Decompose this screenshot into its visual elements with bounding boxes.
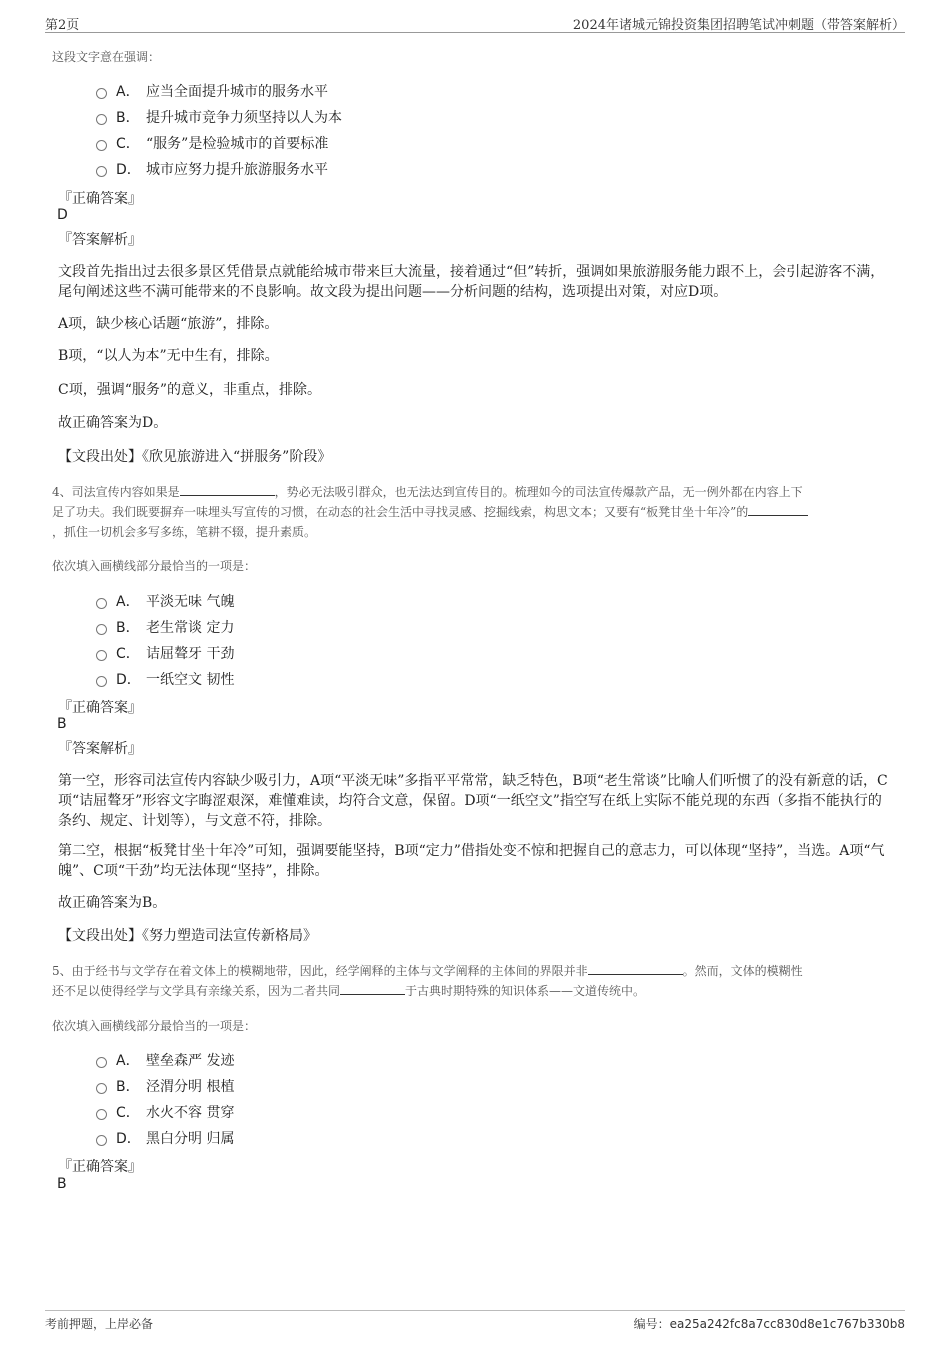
q5-answer-label: 『正确答案』 — [58, 1159, 142, 1175]
q3-analysis-paragraph: 故正确答案为D。 — [58, 415, 168, 431]
radio-icon[interactable] — [96, 1057, 107, 1068]
q4-stem: 4、司法宣传内容如果是 ，势必无法吸引群众，也无法达到宣传目的。梳理如今的司法宣传爆款产品，无一例外都在内容上下 足了功夫。我们既要摒弃一味埋头写宣传的习惯，在动态的社会生活中寻找灵感、挖掘线索，构思文本；又要有“板凳甘坐十年冷”的 ，抓住一切机会多写多练，笔耕不辍，提升素质。 — [52, 482, 897, 542]
q3-analysis-paragraph: B项，“以人为本”无中生有，排除。 — [58, 348, 279, 364]
radio-icon[interactable] — [96, 88, 107, 99]
q3-option-a[interactable]: A． 应当全面提升城市的服务水平 — [96, 80, 328, 102]
q4-prompt: 依次填入画横线部分最恰当的一项是： — [52, 559, 257, 573]
q4-analysis-paragraph: 第一空，形容司法宣传内容缺少吸引力，A项“平淡无味”多指平平常常，缺乏特色，B项“老生常谈”比喻人们听惯了的没有新意的话，C项“诘屈聱牙”形容文字晦涩艰深，难懂难读，均符合文意，保留。D项“一纸空文”指空写在纸上实际不能兑现的东西（多指不能执行的条约、规定、计划等），与文意不符，排除。 — [58, 773, 888, 829]
q3-stem: 这段文字意在强调： — [52, 50, 161, 64]
q3-option-d[interactable]: D． 城市应努力提升旅游服务水平 — [96, 158, 328, 180]
q3-analysis-paragraph: C项，强调“服务”的意义，非重点，排除。 — [58, 382, 322, 398]
q4-answer-label: 『正确答案』 — [58, 700, 142, 716]
radio-icon[interactable] — [96, 1135, 107, 1146]
q5-option-a[interactable]: A． 壁垒森严 发迹 — [96, 1049, 234, 1071]
q3-option-c[interactable]: C． “服务”是检验城市的首要标准 — [96, 132, 328, 154]
radio-icon[interactable] — [96, 598, 107, 609]
page-footer — [45, 1310, 905, 1335]
q5-prompt: 依次填入画横线部分最恰当的一项是： — [52, 1019, 257, 1033]
q4-option-a[interactable]: A． 平淡无味 气魄 — [96, 590, 234, 612]
radio-icon[interactable] — [96, 114, 107, 125]
fill-blank — [588, 962, 683, 975]
fill-blank — [748, 503, 808, 516]
document-title: 2024年诸城元锦投资集团招聘笔试冲刺题（带答案解析） — [572, 18, 905, 33]
q5-answer: B — [57, 1176, 67, 1192]
q4-option-d[interactable]: D． 一纸空文 韧性 — [96, 668, 234, 690]
fill-blank — [340, 982, 405, 995]
radio-icon[interactable] — [96, 676, 107, 687]
radio-icon[interactable] — [96, 624, 107, 635]
q3-analysis-paragraph: 文段首先指出过去很多景区凭借景点就能给城市带来巨大流量，接着通过“但”转折，强调如果旅游服务能力跟不上，会引起游客不满，尾句阐述这些不满可能带来的不良影响。故文段为提出问题——分析问题的结构，选项提出对策，对应D项。 — [58, 264, 885, 300]
q5-option-d[interactable]: D． 黑白分明 归属 — [96, 1127, 234, 1149]
radio-icon[interactable] — [96, 650, 107, 661]
radio-icon[interactable] — [96, 1109, 107, 1120]
q3-answer: D — [57, 207, 68, 223]
q4-answer: B — [57, 716, 67, 732]
radio-icon[interactable] — [96, 166, 107, 177]
q3-source: 【文段出处】《欣见旅游进入“拼服务”阶段》 — [58, 449, 332, 465]
q3-answer-label: 『正确答案』 — [58, 191, 142, 207]
q5-option-c[interactable]: C． 水火不容 贯穿 — [96, 1101, 234, 1123]
q3-option-b[interactable]: B． 提升城市竞争力须坚持以人为本 — [96, 106, 342, 128]
radio-icon[interactable] — [96, 1083, 107, 1094]
q4-analysis-paragraph: 故正确答案为B。 — [58, 895, 167, 911]
q4-analysis-label: 『答案解析』 — [58, 741, 142, 757]
radio-icon[interactable] — [96, 140, 107, 151]
page-header — [45, 12, 905, 33]
q3-analysis-paragraph: A项，缺少核心话题“旅游”，排除。 — [58, 316, 279, 332]
q4-option-b[interactable]: B． 老生常谈 定力 — [96, 616, 234, 638]
q4-option-c[interactable]: C． 诘屈聱牙 干劲 — [96, 642, 234, 664]
q4-analysis-paragraph: 第二空，根据“板凳甘坐十年冷”可知，强调要能坚持，B项“定力”借指处变不惊和把握自己的意志力，可以体现“坚持”，当选。A项“气魄”、C项“干劲”均无法体现“坚持”，排除。 — [58, 843, 885, 879]
q4-source: 【文段出处】《努力塑造司法宣传新格局》 — [58, 928, 317, 944]
q3-analysis-label: 『答案解析』 — [58, 232, 142, 248]
footer-slogan: 考前押题，上岸必备 — [45, 1317, 154, 1331]
fill-blank — [180, 483, 275, 496]
q5-stem: 5、由于经书与文学存在着文体上的模糊地带，因此，经学阐释的主体与文学阐释的主体间的界限并非 。然而，文体的模糊性 还不足以使得经学与文学具有亲缘关系，因为二者共同 于古典时期特殊的知识体系——文道传统中。 — [52, 964, 803, 998]
q5-option-b[interactable]: B． 泾渭分明 根植 — [96, 1075, 234, 1097]
page-number: 第2页 — [45, 18, 80, 33]
document-code: 编号：ea25a242fc8a7cc830d8e1c767b330b8 — [633, 1317, 905, 1331]
